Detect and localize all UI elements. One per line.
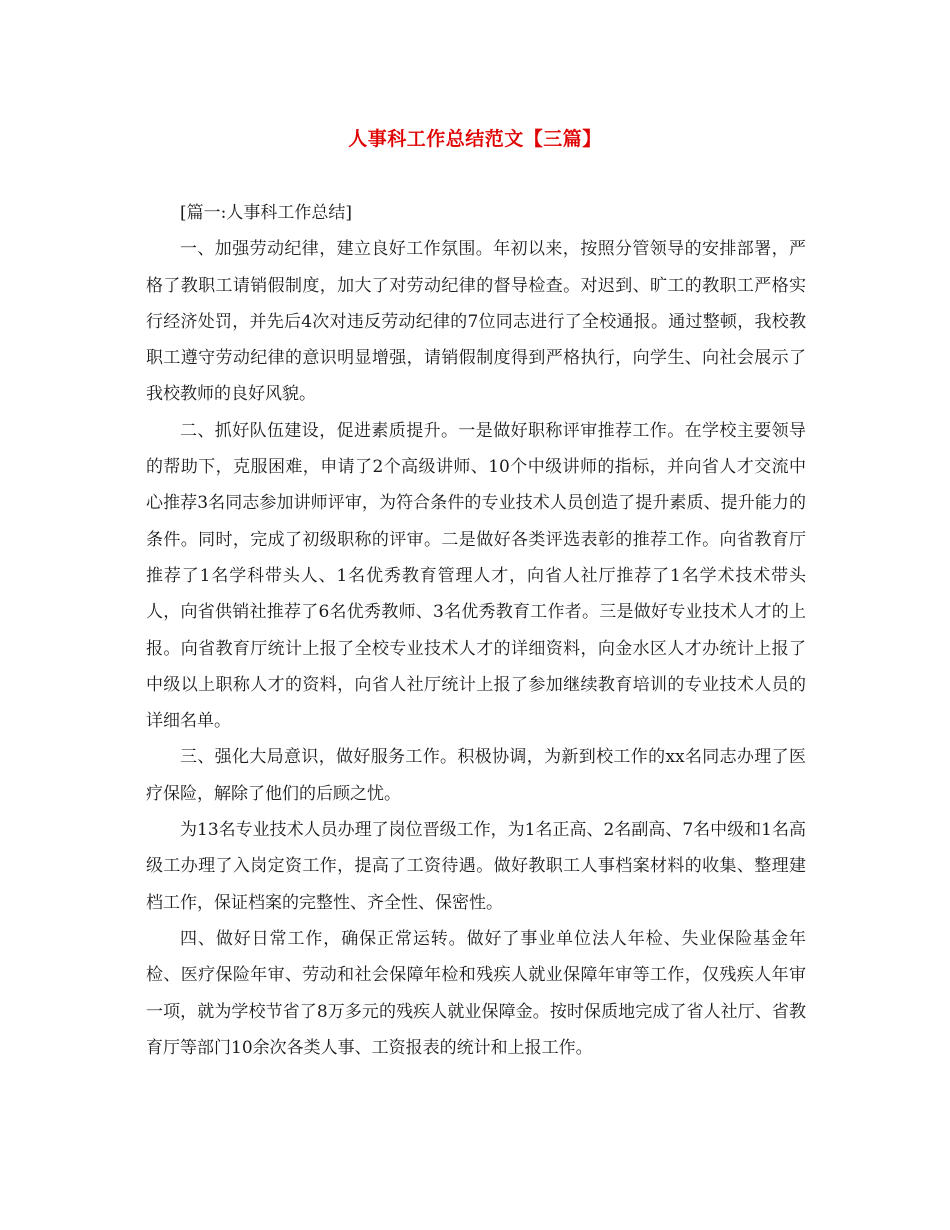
paragraph: 为13名专业技术人员办理了岗位晋级工作，为1名正高、2名副高、7名中级和1名高级工办理了入岗定资工作，提高了工资待遇。做好教职工人事档案材料的收集、整理建档工作，保证档案的完整性、齐全性、保密性。 [146,820,806,913]
section-heading: [篇一:人事科工作总结] [180,203,352,223]
document-title: 人事科工作总结范文【三篇】 [348,128,602,150]
paragraph: 一、加强劳动纪律，建立良好工作氛围。年初以来，按照分管领导的安排部署，严格了教职工请销假制度，加大了对劳动纪律的督导检查。对迟到、旷工的教职工严格实行经济处罚，并先后4次对违反劳动纪律的7位同志进行了全校通报。通过整顿，我校教职工遵守劳动纪律的意识明显增强，请销假制度得到严格执行，向学生、向社会展示了我校教师的良好风貌。 [146,239,806,405]
document-body [146,195,806,1066]
paragraph: 三、强化大局意识，做好服务工作。积极协调，为新到校工作的xx名同志办理了医疗保险，解除了他们的后顾之忧。 [146,747,806,804]
paragraph: 二、抓好队伍建设，促进素质提升。一是做好职称评审推荐工作。在学校主要领导的帮助下，克服困难，申请了2个高级讲师、10个中级讲师的指标，并向省人才交流中心推荐3名同志参加讲师评审，为符合条件的专业技术人员创造了提升素质、提升能力的条件。同时，完成了初级职称的评审。二是做好各类评选表彰的推荐工作。向省教育厅推荐了1名学科带头人、1名优秀教育管理人才，向省人社厅推荐了1名学术技术带头人，向省供销社推荐了6名优秀教师、3名优秀教育工作者。三是做好专业技术人才的上报。向省教育厅统计上报了全校专业技术人才的详细资料，向金水区人才办统计上报了中级以上职称人才的资料，向省人社厅统计上报了参加继续教育培训的专业技术人员的详细名单。 [146,420,806,732]
paragraph: 四、做好日常工作，确保正常运转。做好了事业单位法人年检、失业保险基金年检、医疗保险年审、劳动和社会保障年检和残疾人就业保障年审等工作，仅残疾人年审一项，就为学校节省了8万多元的残疾人就业保障金。按时保质地完成了省人社厅、省教育厅等部门10余次各类人事、工资报表的统计和上报工作。 [146,928,806,1058]
